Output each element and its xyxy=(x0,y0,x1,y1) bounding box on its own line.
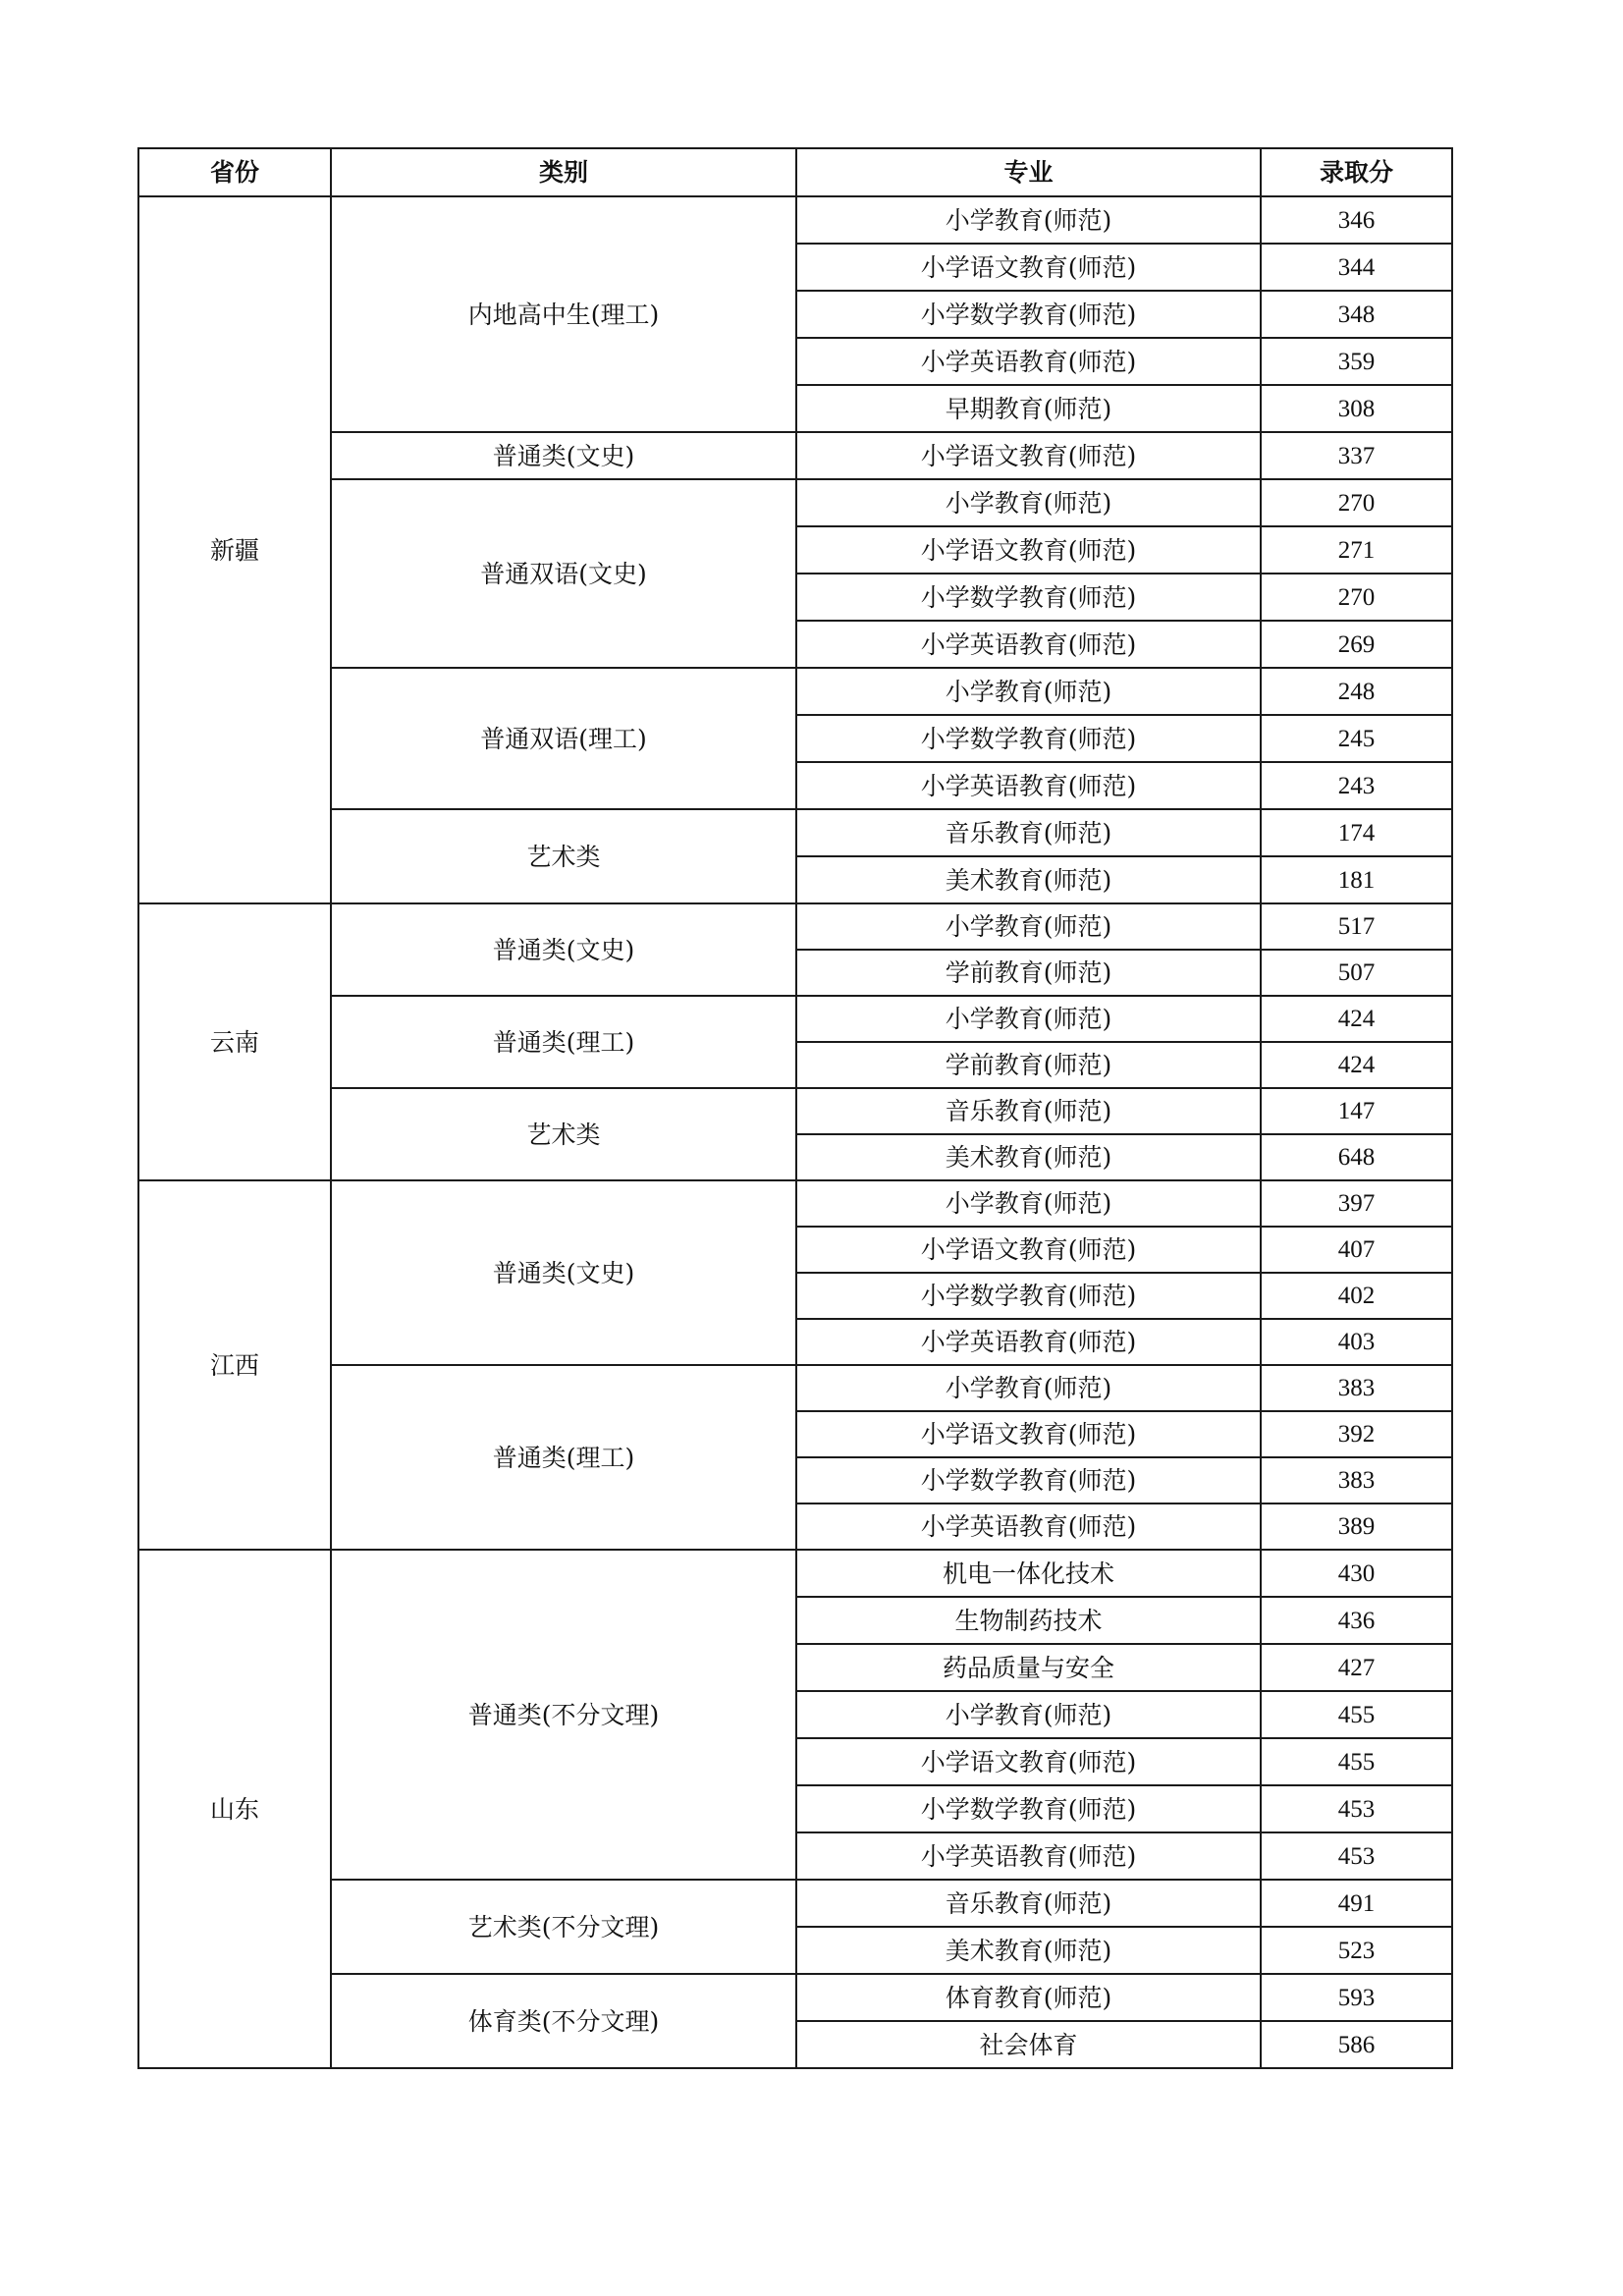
header-category: 类别 xyxy=(331,148,796,196)
major-cell: 小学语文教育(师范) xyxy=(796,244,1261,291)
table-row xyxy=(138,479,1452,526)
major-cell: 小学教育(师范) xyxy=(796,1691,1261,1738)
major-cell: 小学教育(师范) xyxy=(796,479,1261,526)
major-cell: 小学数学教育(师范) xyxy=(796,291,1261,338)
admission-score-table xyxy=(137,147,1453,2069)
score-cell: 248 xyxy=(1261,668,1452,715)
table-row xyxy=(138,996,1452,1042)
score-cell: 407 xyxy=(1261,1227,1452,1273)
major-cell: 小学教育(师范) xyxy=(796,996,1261,1042)
major-cell: 学前教育(师范) xyxy=(796,950,1261,996)
score-cell: 308 xyxy=(1261,385,1452,432)
major-cell: 小学英语教育(师范) xyxy=(796,1319,1261,1365)
table-row xyxy=(138,1088,1452,1134)
major-cell: 小学教育(师范) xyxy=(796,903,1261,950)
score-cell: 243 xyxy=(1261,762,1452,809)
province-cell: 新疆 xyxy=(138,196,331,903)
major-cell: 音乐教育(师范) xyxy=(796,809,1261,856)
score-cell: 271 xyxy=(1261,526,1452,574)
major-cell: 小学教育(师范) xyxy=(796,196,1261,244)
category-cell: 普通双语(文史) xyxy=(331,479,796,668)
major-cell: 小学教育(师范) xyxy=(796,1180,1261,1227)
score-cell: 359 xyxy=(1261,338,1452,385)
province-cell: 云南 xyxy=(138,903,331,1180)
score-cell: 344 xyxy=(1261,244,1452,291)
table-row xyxy=(138,809,1452,856)
category-cell: 普通类(理工) xyxy=(331,996,796,1088)
score-cell: 424 xyxy=(1261,996,1452,1042)
major-cell: 药品质量与安全 xyxy=(796,1644,1261,1691)
score-cell: 397 xyxy=(1261,1180,1452,1227)
major-cell: 小学语文教育(师范) xyxy=(796,1411,1261,1457)
score-cell: 430 xyxy=(1261,1550,1452,1597)
score-cell: 491 xyxy=(1261,1880,1452,1927)
major-cell: 小学语文教育(师范) xyxy=(796,432,1261,479)
major-cell: 小学语文教育(师范) xyxy=(796,526,1261,574)
major-cell: 小学英语教育(师范) xyxy=(796,621,1261,668)
major-cell: 音乐教育(师范) xyxy=(796,1088,1261,1134)
table-row xyxy=(138,1365,1452,1411)
score-cell: 586 xyxy=(1261,2021,1452,2068)
score-cell: 517 xyxy=(1261,903,1452,950)
score-cell: 455 xyxy=(1261,1738,1452,1785)
score-cell: 455 xyxy=(1261,1691,1452,1738)
score-cell: 383 xyxy=(1261,1365,1452,1411)
major-cell: 小学语文教育(师范) xyxy=(796,1227,1261,1273)
score-cell: 453 xyxy=(1261,1832,1452,1880)
category-cell: 普通双语(理工) xyxy=(331,668,796,809)
score-cell: 436 xyxy=(1261,1597,1452,1644)
score-cell: 269 xyxy=(1261,621,1452,668)
major-cell: 小学英语教育(师范) xyxy=(796,338,1261,385)
major-cell: 小学语文教育(师范) xyxy=(796,1738,1261,1785)
province-cell: 山东 xyxy=(138,1550,331,2068)
category-cell: 体育类(不分文理) xyxy=(331,1974,796,2068)
score-cell: 270 xyxy=(1261,574,1452,621)
major-cell: 小学英语教育(师范) xyxy=(796,762,1261,809)
score-cell: 348 xyxy=(1261,291,1452,338)
score-cell: 424 xyxy=(1261,1042,1452,1088)
category-cell: 艺术类 xyxy=(331,1088,796,1180)
score-cell: 593 xyxy=(1261,1974,1452,2021)
table-row xyxy=(138,196,1452,244)
category-cell: 艺术类 xyxy=(331,809,796,903)
major-cell: 小学教育(师范) xyxy=(796,668,1261,715)
category-cell: 普通类(文史) xyxy=(331,1180,796,1365)
table-row xyxy=(138,1880,1452,1927)
table-row xyxy=(138,903,1452,950)
score-cell: 392 xyxy=(1261,1411,1452,1457)
major-cell: 早期教育(师范) xyxy=(796,385,1261,432)
major-cell: 小学教育(师范) xyxy=(796,1365,1261,1411)
score-cell: 427 xyxy=(1261,1644,1452,1691)
table-row xyxy=(138,1974,1452,2021)
major-cell: 小学数学教育(师范) xyxy=(796,1785,1261,1832)
major-cell: 小学英语教育(师范) xyxy=(796,1832,1261,1880)
major-cell: 小学数学教育(师范) xyxy=(796,715,1261,762)
score-cell: 147 xyxy=(1261,1088,1452,1134)
major-cell: 小学数学教育(师范) xyxy=(796,574,1261,621)
major-cell: 音乐教育(师范) xyxy=(796,1880,1261,1927)
score-cell: 648 xyxy=(1261,1134,1452,1180)
score-cell: 383 xyxy=(1261,1457,1452,1503)
score-cell: 523 xyxy=(1261,1927,1452,1974)
score-cell: 181 xyxy=(1261,856,1452,903)
table-row xyxy=(138,668,1452,715)
header-row xyxy=(138,148,1452,196)
category-cell: 普通类(文史) xyxy=(331,903,796,996)
score-cell: 389 xyxy=(1261,1503,1452,1550)
header-major: 专业 xyxy=(796,148,1261,196)
major-cell: 美术教育(师范) xyxy=(796,1134,1261,1180)
major-cell: 小学数学教育(师范) xyxy=(796,1273,1261,1319)
table-row xyxy=(138,432,1452,479)
category-cell: 普通类(不分文理) xyxy=(331,1550,796,1880)
province-cell: 江西 xyxy=(138,1180,331,1550)
major-cell: 小学英语教育(师范) xyxy=(796,1503,1261,1550)
header-province: 省份 xyxy=(138,148,331,196)
header-score: 录取分 xyxy=(1261,148,1452,196)
table-row xyxy=(138,1180,1452,1227)
table-body xyxy=(138,196,1452,2068)
major-cell: 学前教育(师范) xyxy=(796,1042,1261,1088)
category-cell: 内地高中生(理工) xyxy=(331,196,796,432)
score-cell: 402 xyxy=(1261,1273,1452,1319)
major-cell: 体育教育(师范) xyxy=(796,1974,1261,2021)
score-cell: 174 xyxy=(1261,809,1452,856)
table-row xyxy=(138,1550,1452,1597)
major-cell: 机电一体化技术 xyxy=(796,1550,1261,1597)
score-cell: 337 xyxy=(1261,432,1452,479)
major-cell: 美术教育(师范) xyxy=(796,856,1261,903)
score-cell: 270 xyxy=(1261,479,1452,526)
score-cell: 245 xyxy=(1261,715,1452,762)
major-cell: 生物制药技术 xyxy=(796,1597,1261,1644)
category-cell: 普通类(理工) xyxy=(331,1365,796,1550)
score-cell: 346 xyxy=(1261,196,1452,244)
score-cell: 507 xyxy=(1261,950,1452,996)
score-cell: 453 xyxy=(1261,1785,1452,1832)
major-cell: 小学数学教育(师范) xyxy=(796,1457,1261,1503)
category-cell: 艺术类(不分文理) xyxy=(331,1880,796,1974)
category-cell: 普通类(文史) xyxy=(331,432,796,479)
major-cell: 社会体育 xyxy=(796,2021,1261,2068)
major-cell: 美术教育(师范) xyxy=(796,1927,1261,1974)
score-cell: 403 xyxy=(1261,1319,1452,1365)
